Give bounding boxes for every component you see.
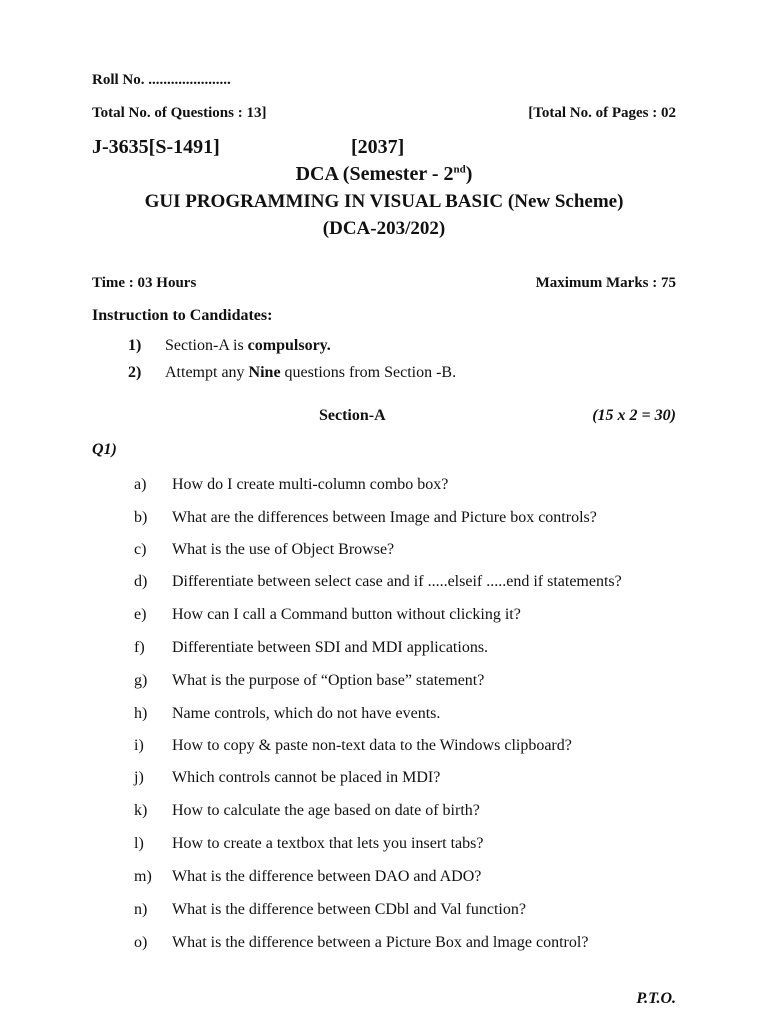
question-part-text: What are the differences between Image and Picture box controls? <box>172 509 597 526</box>
question-part-letter: m) <box>134 868 152 885</box>
course-suffix: ) <box>465 163 473 185</box>
subject-title: GUI PROGRAMMING IN VISUAL BASIC (New Scheme) <box>144 191 624 212</box>
question-part-text: What is the difference between DAO and ADO? <box>172 868 482 885</box>
roll-number: Roll No. ...................... <box>92 72 231 88</box>
question-part-text: How do I create multi-column combo box? <box>172 476 449 493</box>
section-title: Section-A <box>319 407 386 424</box>
exam-code: J-3635[S-1491] <box>92 136 220 158</box>
maximum-marks: Maximum Marks : 75 <box>535 275 676 291</box>
question-part-letter: e) <box>134 606 147 623</box>
question-part-text: Differentiate between SDI and MDI applications. <box>172 639 489 656</box>
instruction-item: Attempt any Nine questions from Section -B. <box>165 364 457 381</box>
question-part-text: How to copy & paste non-text data to the Windows clipboard? <box>172 737 572 754</box>
total-pages: [Total No. of Pages : 02 <box>528 105 676 121</box>
exam-number: [2037] <box>351 136 405 158</box>
question-part-letter: n) <box>134 901 148 918</box>
total-questions: Total No. of Questions : 13] <box>92 105 267 121</box>
question-part-text: Name controls, which do not have events. <box>172 705 441 722</box>
question-part-letter: g) <box>134 672 148 689</box>
question-part-letter: l) <box>134 835 144 852</box>
question-part-letter: d) <box>134 573 148 590</box>
paper-code: (DCA-203/202) <box>322 218 446 239</box>
instruction-number: 2) <box>128 364 142 381</box>
instruction-number: 1) <box>128 337 142 354</box>
question-part-text: Differentiate between select case and if .....elseif .....end if statements? <box>172 573 622 590</box>
question-part-text: What is the difference between CDbl and Val function? <box>172 901 526 918</box>
question-part-text: How to create a textbox that lets you insert tabs? <box>172 835 484 852</box>
question-part-letter: h) <box>134 705 148 722</box>
course-superscript: nd <box>453 163 466 176</box>
exam-time: Time : 03 Hours <box>92 275 197 291</box>
course-prefix: DCA (Semester - 2 <box>295 163 454 185</box>
question-part-text: How to calculate the age based on date of birth? <box>172 802 480 819</box>
question-label: Q1) <box>92 441 117 458</box>
question-part-letter: o) <box>134 934 148 951</box>
question-part-text: Which controls cannot be placed in MDI? <box>172 769 441 786</box>
course-title <box>0 163 768 186</box>
instruction-item: Section-A is compulsory. <box>165 337 331 354</box>
question-part-letter: b) <box>134 509 148 526</box>
question-part-letter: k) <box>134 802 148 819</box>
question-part-text: What is the difference between a Picture Box and lmage control? <box>172 934 589 951</box>
instructions-heading: Instruction to Candidates: <box>92 307 273 324</box>
question-part-letter: a) <box>134 476 147 493</box>
question-part-letter: i) <box>134 737 144 754</box>
question-part-text: What is the purpose of “Option base” statement? <box>172 672 485 689</box>
question-part-letter: f) <box>134 639 145 656</box>
section-marks: (15 x 2 = 30) <box>592 407 676 424</box>
question-part-text: How can I call a Command button without clicking it? <box>172 606 521 623</box>
question-part-letter: j) <box>134 769 144 786</box>
question-part-text: What is the use of Object Browse? <box>172 541 395 558</box>
question-part-letter: c) <box>134 541 147 558</box>
pto-label: P.T.O. <box>636 990 676 1007</box>
